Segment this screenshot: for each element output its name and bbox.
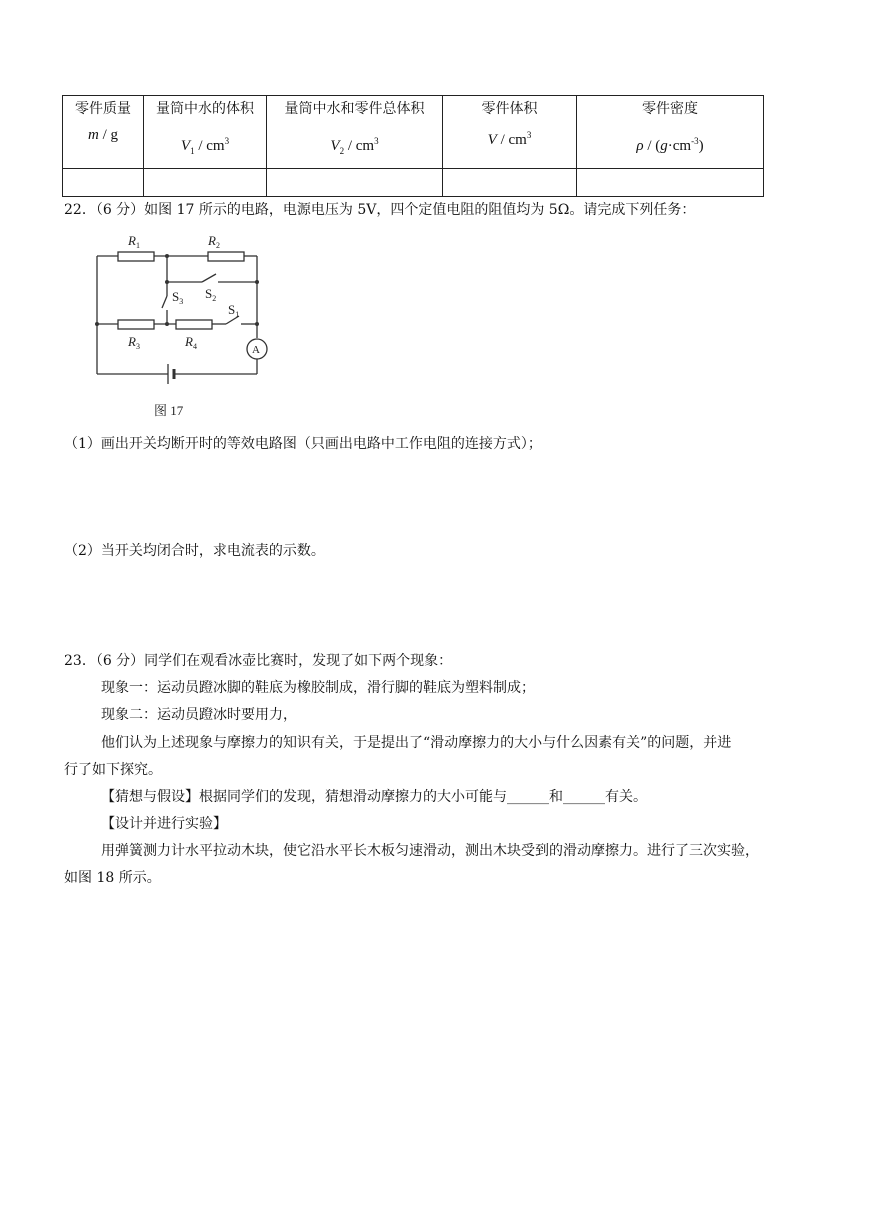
resistor-r4 bbox=[176, 320, 212, 329]
unit-part-volume: V / $cm^3$ bbox=[487, 130, 532, 148]
q23-hypothesis: 【猜想与假设】根据同学们的发现，猜想滑动摩擦力的大小可能与______和______有关。 bbox=[101, 789, 647, 805]
header-total-volume: 量筒中水和零件总体积 $V_2 / cm^3$ bbox=[267, 96, 443, 169]
label-r3: $R_3$ bbox=[128, 334, 140, 351]
unit-mass: m / g bbox=[87, 127, 118, 143]
q23-phenomenon-2: 现象二：运动员蹬冰时要用力， bbox=[101, 707, 297, 723]
q23-design-heading: 【设计并进行实验】 bbox=[101, 816, 227, 832]
q22-title: 22．（6 分）如图 17 所示的电路，电源电压为 5V，四个定值电阻的阻值均为 5Ω。请完成下列任务： bbox=[64, 202, 696, 218]
q23-question-line-1: 他们认为上述现象与摩擦力的知识有关，于是提出了“滑动摩擦力的大小与什么因素有关”的问题，并进 bbox=[101, 735, 732, 751]
table-empty-row bbox=[63, 169, 764, 197]
data-table bbox=[62, 95, 764, 197]
header-part-volume: 零件体积 V / $cm^3$ bbox=[443, 96, 577, 169]
resistor-r2 bbox=[208, 252, 244, 261]
cell-part-volume[interactable] bbox=[443, 169, 577, 197]
switch-s2 bbox=[202, 274, 216, 282]
header-density: 零件密度 $\rho / (g\cdot cm^{-3})$ bbox=[577, 96, 764, 169]
table-header-row bbox=[63, 96, 764, 169]
label-s3: $S_3$ bbox=[172, 289, 184, 306]
label-s2: $S_2$ bbox=[205, 286, 217, 303]
cell-density[interactable] bbox=[577, 169, 764, 197]
unit-density: $\rho / (g\cdot cm^{-3})$ bbox=[636, 136, 704, 154]
resistor-r1-top bbox=[118, 252, 154, 261]
label-r2: $R_2$ bbox=[208, 233, 220, 250]
q22-sub1: （1）画出开关均断开时的等效电路图（只画出电路中工作电阻的连接方式）； bbox=[64, 436, 542, 452]
q23-question-line-2: 行了如下探究。 bbox=[64, 762, 162, 778]
cell-water-volume[interactable] bbox=[144, 169, 267, 197]
resistor-r3 bbox=[118, 320, 154, 329]
label-ammeter: A bbox=[252, 344, 260, 356]
q22-sub2: （2）当开关均闭合时，求电流表的示数。 bbox=[64, 543, 325, 559]
unit-water-volume: $V_1 / cm^3$ bbox=[180, 136, 230, 156]
label-s1: $S_1$ bbox=[228, 302, 240, 319]
cell-mass[interactable] bbox=[63, 169, 144, 197]
q23-title: 23．（6 分）同学们在观看冰壶比赛时，发现了如下两个现象： bbox=[64, 653, 453, 669]
switch-s3 bbox=[162, 296, 167, 308]
label-r1-top: $R_1$ bbox=[128, 233, 140, 250]
label-r4: $R_4$ bbox=[185, 334, 197, 351]
figure-17-caption: 图 17 bbox=[154, 403, 184, 418]
header-water-volume: 量筒中水的体积 $V_1 / cm^3$ bbox=[144, 96, 267, 169]
q23-method-line-2: 如图 18 所示。 bbox=[64, 870, 161, 886]
figure-17-circuit bbox=[88, 228, 278, 423]
header-mass: 零件质量 m / g bbox=[63, 96, 144, 169]
q23-phenomenon-1: 现象一：运动员蹬冰脚的鞋底为橡胶制成，滑行脚的鞋底为塑料制成； bbox=[101, 680, 535, 696]
q23-method-line-1: 用弹簧测力计水平拉动木块，使它沿水平长木板匀速滑动，测出木块受到的滑动摩擦力。进行了三次实验， bbox=[101, 843, 759, 859]
unit-total-volume: $V_2 / cm^3$ bbox=[330, 136, 379, 156]
cell-total-volume[interactable] bbox=[267, 169, 443, 197]
